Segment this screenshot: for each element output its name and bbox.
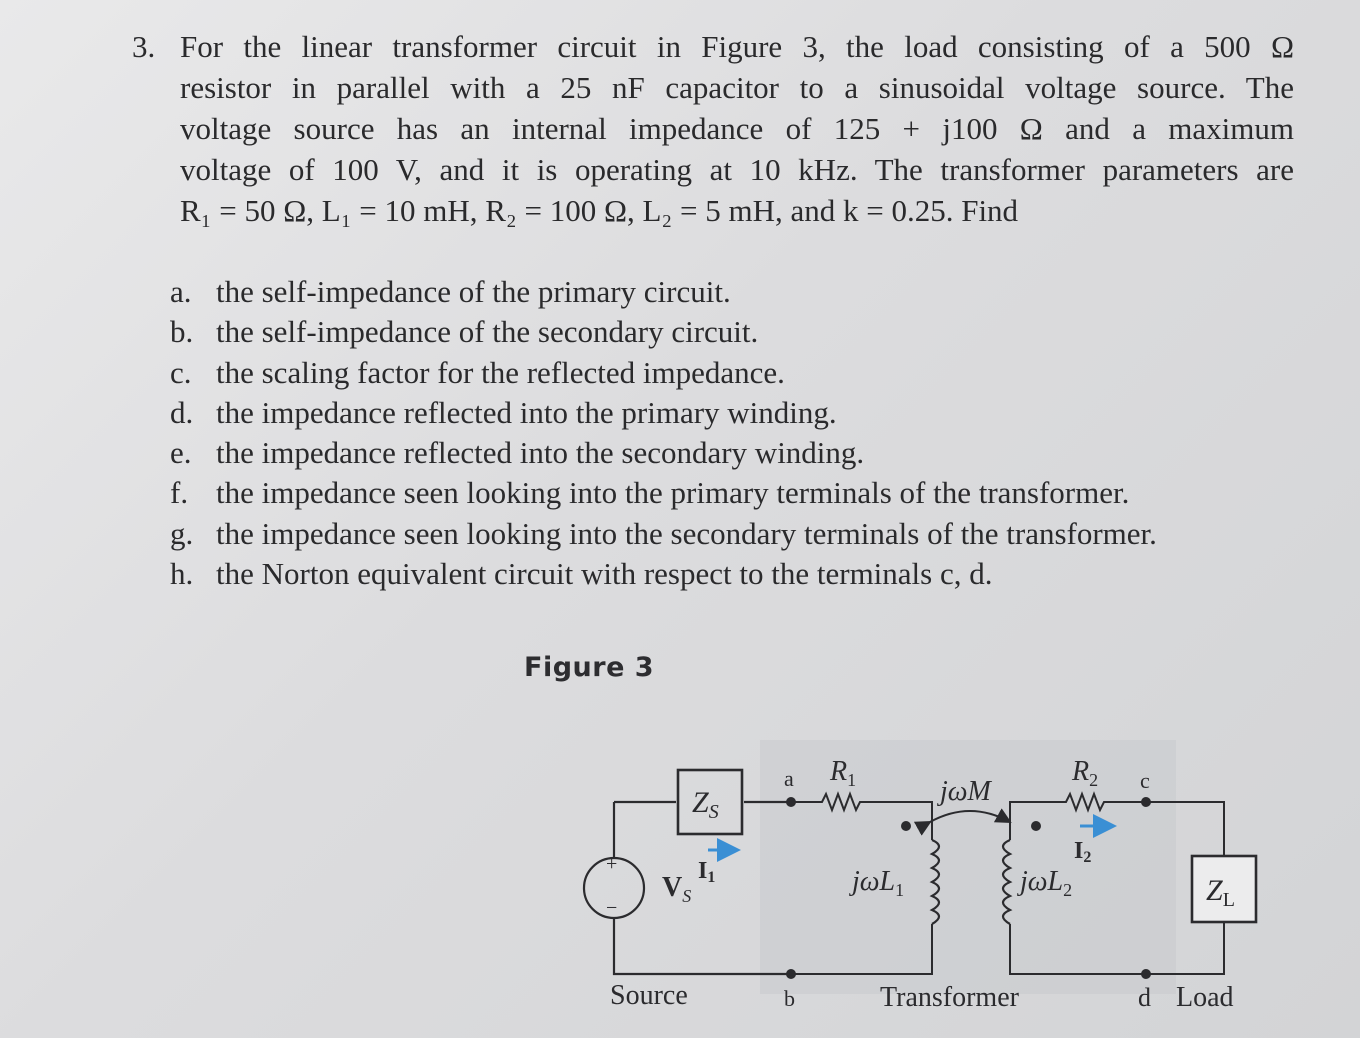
jwl2-label: jωL$_2$ <box>1020 866 1073 900</box>
question-part <box>170 272 1157 312</box>
zs-label: $Z_S$ <box>692 786 719 823</box>
part-letter: e. <box>170 435 192 471</box>
terminal-c-label: c <box>1140 768 1150 793</box>
question-part <box>170 433 1157 473</box>
part-text: the scaling factor for the reflected impedance. <box>216 354 785 390</box>
problem-line: For the linear transformer circuit in Figure 3, the load consisting of a 500 Ω <box>180 29 1294 64</box>
figure-title: Figure 3 <box>524 652 655 683</box>
problem-number: 3. <box>132 29 156 64</box>
part-letter: d. <box>170 394 194 430</box>
question-part <box>170 393 1157 433</box>
transformer-circuit-diagram <box>560 730 1280 1030</box>
problem-line: voltage source has an internal impedance of 125 + j100 Ω and a maximum <box>180 111 1294 146</box>
terminal-d-label: d <box>1138 983 1151 1012</box>
vs-label: $V_S$ <box>662 872 692 906</box>
jwm-label: jωM <box>940 776 991 807</box>
part-letter: a. <box>170 274 192 309</box>
part-letter: c. <box>170 354 192 390</box>
load-section-label: Load <box>1176 982 1234 1013</box>
problem-line: voltage of 100 V, and it is operating at 10 kHz. The transformer parameters are <box>180 152 1294 187</box>
part-text: the impedance seen looking into the primary terminals of the transformer. <box>216 475 1130 511</box>
part-letter: g. <box>170 515 194 551</box>
problem-line: resistor in parallel with a 25 nF capacitor to a sinusoidal voltage source. The <box>180 70 1294 105</box>
r2-label: $R_2$ <box>1072 756 1099 790</box>
zl-label: $Z_L$ <box>1206 874 1235 911</box>
terminal-b-dot <box>786 969 796 979</box>
secondary-polarity-dot <box>1031 821 1041 831</box>
question-part <box>170 473 1157 513</box>
part-letter: h. <box>170 556 194 592</box>
jwl1-label: jωL$_1$ <box>852 866 905 900</box>
part-text: the impedance reflected into the primary winding. <box>216 394 837 430</box>
question-part <box>170 554 1157 594</box>
problem-text <box>180 26 1294 231</box>
terminal-a-label: a <box>784 766 794 791</box>
question-part <box>170 353 1157 393</box>
part-text: the self-impedance of the primary circuit. <box>216 274 731 309</box>
part-text: the self-impedance of the secondary circuit. <box>216 314 759 350</box>
problem-line: R₁ = 50 Ω, L₁ = 10 mH, R₂ = 100 Ω, L₂ = 5 mH, and k = 0.25. Find <box>180 193 1019 228</box>
part-text: the Norton equivalent circuit with respect to the terminals c, d. <box>216 556 993 592</box>
part-letter: f. <box>170 475 189 511</box>
i2-label: I2 <box>1074 838 1092 866</box>
primary-polarity-dot <box>901 821 911 831</box>
question-part <box>170 514 1157 554</box>
source-plus: + <box>606 853 618 875</box>
terminal-b-label: b <box>784 986 795 1011</box>
transformer-section-label: Transformer <box>880 982 1019 1013</box>
source-minus: − <box>606 897 618 919</box>
i1-label: I1 <box>698 858 716 886</box>
part-text: the impedance reflected into the secondary winding. <box>216 435 865 471</box>
terminal-d-dot <box>1141 969 1151 979</box>
part-text: the impedance seen looking into the secondary terminals of the transformer. <box>216 515 1157 551</box>
part-letter: b. <box>170 314 194 350</box>
question-part <box>170 312 1157 352</box>
r1-label: $R_1$ <box>830 756 857 790</box>
source-section-label: Source <box>610 980 688 1011</box>
question-parts <box>170 272 1157 594</box>
